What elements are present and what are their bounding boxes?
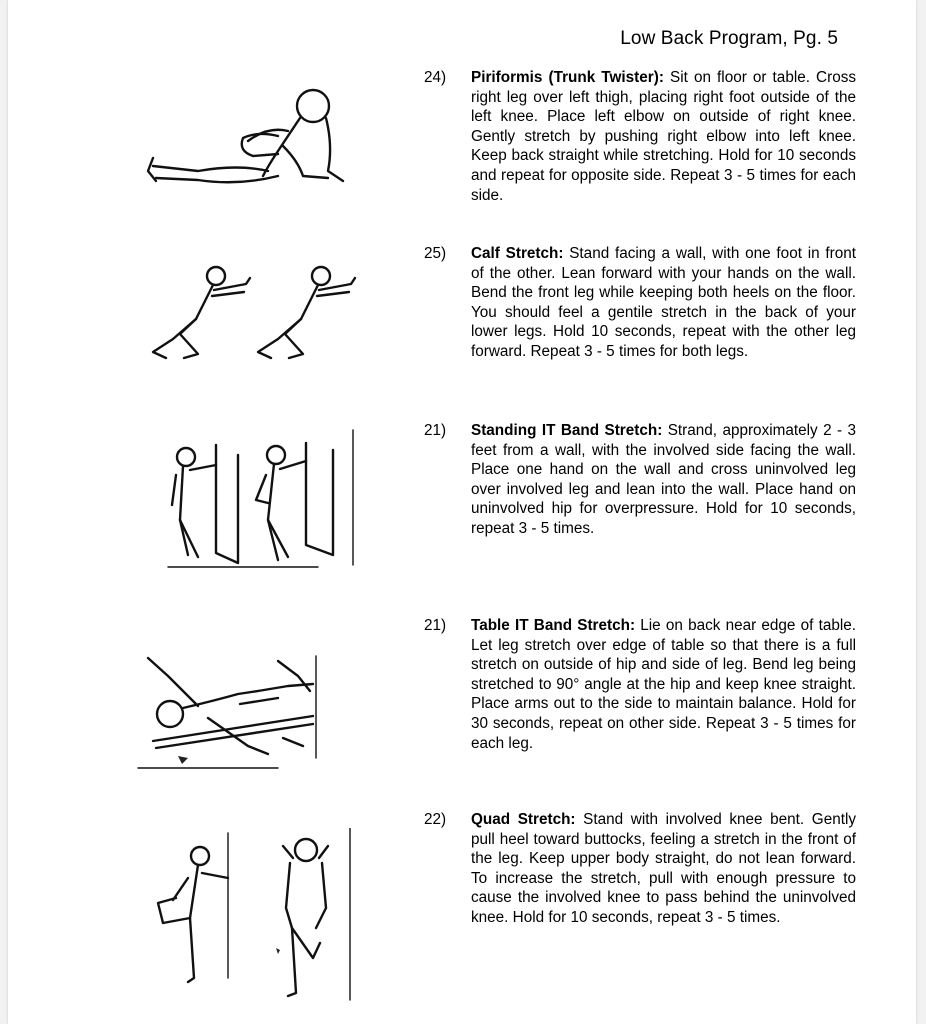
quad-stretch-figure-icon (128, 828, 368, 1008)
seated-twist-figure-icon (128, 76, 368, 196)
exercise-text-block (424, 68, 856, 205)
table-it-band-figure-icon (128, 646, 368, 776)
exercise-text-block (424, 810, 856, 928)
exercise-number: 21) (424, 617, 447, 634)
exercise-text-block (424, 244, 856, 362)
exercise-number: 21) (424, 422, 447, 439)
exercise-description: Sit on floor or table. Cross right leg over left thigh, placing right foot outside of the left knee. Place left elbow on outside of right knee. Gently stretch by pushing right elbow into left knee. Keep back straight while stretching. Hold for 10 seconds and repeat for opposite side. Repeat 3 - 5 times for each side. (471, 69, 857, 204)
exercise-number: 24) (424, 69, 447, 86)
calf-stretch-figure-icon (128, 254, 368, 364)
standing-it-band-figure-icon (128, 425, 368, 575)
exercise-number: 25) (424, 245, 447, 262)
exercise-title: Standing IT Band Stretch: (471, 422, 663, 439)
exercise-description: Strand, approximately 2 - 3 feet from a wall, with the involved side facing the wall. Place one hand on the wall and cross uninvolved leg over involved leg and lean into the wall. Place hand on uninvolved hip for overpressure. Hold for 10 seconds, repeat 3 - 5 times. (471, 422, 857, 537)
exercise-text-block (424, 616, 856, 753)
page-title: Low Back Program, Pg. 5 (620, 28, 838, 49)
exercise-text-block (424, 421, 856, 539)
exercise-number: 22) (424, 811, 447, 828)
exercise-title: Piriformis (Trunk Twister): (471, 69, 664, 86)
exercise-description: Lie on back near edge of table. Let leg stretch over edge of table so that there is a full stretch on outside of hip and side of leg. Bend leg being stretched to 90° angle at the hip and keep knee straight. Place arms out to the side to maintain balance. Hold for 30 seconds, repeat on other side. Repeat 3 - 5 times for each leg. (471, 617, 856, 752)
exercise-title: Table IT Band Stretch: (471, 617, 636, 634)
exercise-title: Quad Stretch: (471, 811, 576, 828)
exercise-description: Stand with involved knee bent. Gently pull heel toward buttocks, feeling a stretch in the front of the leg. Keep upper body straight, do not lean forward. To increase the stretch, pull with enough pressure to cause the involved knee to pass behind the uninvolved knee. Hold for 10 seconds, repeat 3 - 5 times. (471, 811, 857, 926)
exercise-title: Calf Stretch: (471, 245, 564, 262)
exercise-description: Stand facing a wall, with one foot in front of the other. Lean forward with your hands on the wall. Bend the front leg while keeping both heels on the floor. You should feel a gentile stretch in the back of your lower legs. Hold 10 seconds, repeat with the other leg forward. Repeat 3 - 5 times for both legs. (471, 245, 856, 360)
document-page (8, 0, 916, 1024)
